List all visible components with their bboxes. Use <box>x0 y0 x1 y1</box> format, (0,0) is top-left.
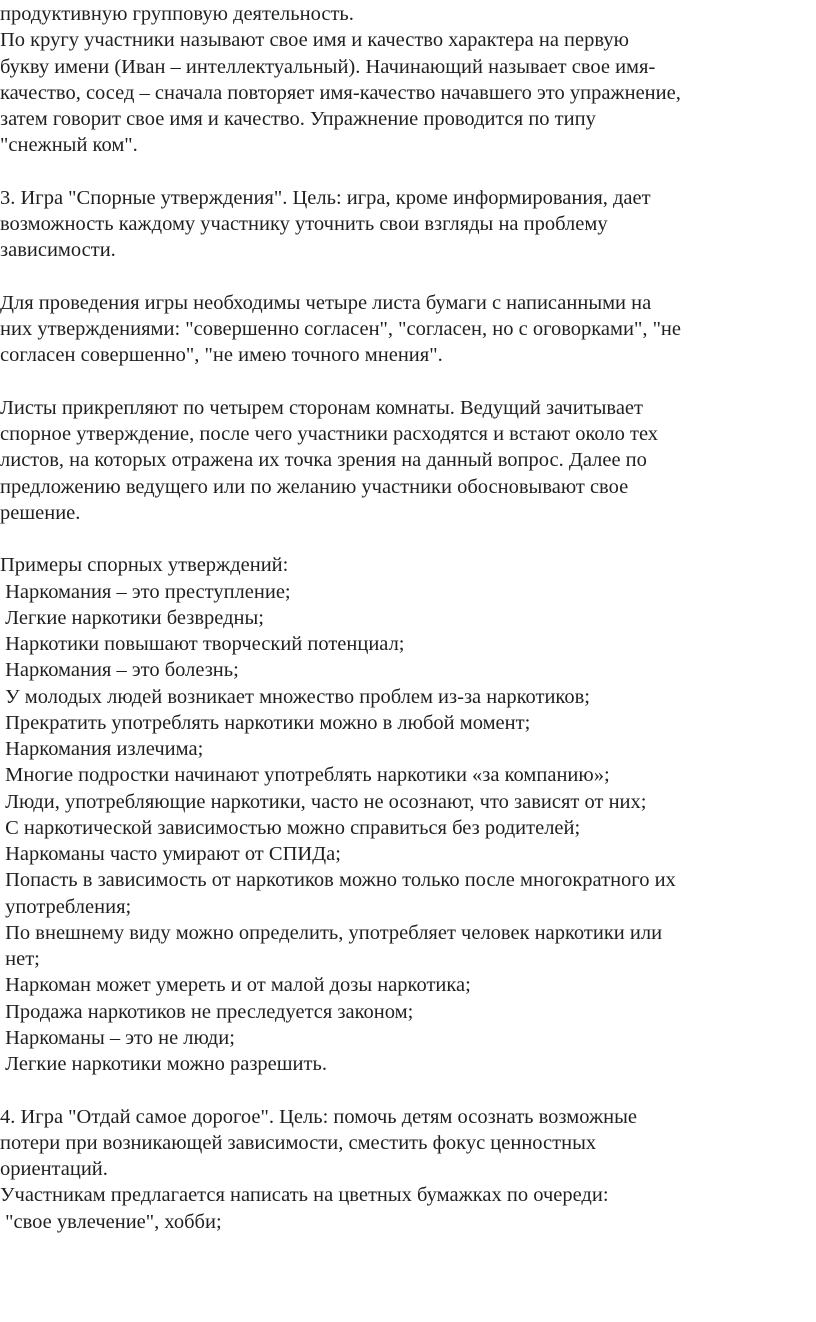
text-line: Продажа наркотиков не преследуется законом; <box>0 1000 414 1023</box>
text-line: затем говорит свое имя и качество. Упражнение проводится по типу <box>0 108 596 130</box>
text-line: Для проведения игры необходимы четыре листа бумаги с написанными на <box>0 291 652 314</box>
text-line: них утверждениями: "совершенно согласен", "согласен, но с оговорками", "не <box>0 318 682 340</box>
text-line: предложению ведущего или по желанию участники обосновывают свое <box>0 475 629 498</box>
text-line: По кругу участники называют свое имя и качество характера на первую <box>0 29 629 52</box>
text-line: продуктивную групповую деятельность. <box>0 3 354 25</box>
text-line: Попасть в зависимость от наркотиков можно только после многократного их <box>0 869 676 892</box>
text-line: качество, сосед – сначала повторяет имя-качество начавшего это упражнение, <box>0 81 681 104</box>
text-line: У молодых людей возникает множество проблем из-за наркотиков; <box>0 685 590 708</box>
text-line: употребления; <box>0 895 132 918</box>
text-line: "снежный ком". <box>0 134 138 157</box>
text-line: Наркоман может умереть и от малой дозы наркотика; <box>0 974 471 997</box>
text-line: Прекратить употреблять наркотики можно в любой момент; <box>0 711 531 734</box>
text-line: листов, на которых отражена их точка зрения на данный вопрос. Далее по <box>0 449 647 472</box>
text-line: По внешнему виду можно определить, употребляет человек наркотики или <box>0 921 663 944</box>
text-line: Примеры спорных утверждений: <box>0 554 289 577</box>
text-line: Легкие наркотики безвредны; <box>0 606 264 629</box>
text-line: нет; <box>0 948 40 970</box>
text-line: Наркоманы – это не люди; <box>0 1026 235 1049</box>
text-line: Листы прикрепляют по четырем сторонам комнаты. Ведущий зачитывает <box>0 396 643 419</box>
text-line: Наркотики повышают творческий потенциал; <box>0 633 405 655</box>
text-line: спорное утверждение, после чего участники расходятся и встают около тех <box>0 423 659 445</box>
text-line: букву имени (Иван – интеллектуальный). Начинающий называет свое имя- <box>0 55 656 78</box>
text-line: потери при возникающей зависимости, сместить фокус ценностных <box>0 1131 597 1154</box>
text-line: ориентаций. <box>0 1158 108 1180</box>
text-line: возможность каждому участнику уточнить свои взгляды на проблему <box>0 213 608 235</box>
text-line: "свое увлечение", хобби; <box>0 1210 222 1233</box>
text-line: Наркомания – это преступление; <box>0 580 291 603</box>
text-line: Легкие наркотики можно разрешить. <box>0 1053 327 1075</box>
text-line: решение. <box>0 501 81 524</box>
text-line: Наркомания – это болезнь; <box>0 659 239 682</box>
text-line: Участникам предлагается написать на цветных бумажках по очереди: <box>0 1184 609 1207</box>
text-line: Многие подростки начинают употреблять наркотики «за компанию»; <box>0 764 610 787</box>
text-line: 3. Игра "Спорные утверждения". Цель: игра, кроме информирования, дает <box>0 186 651 209</box>
text-line: Наркоманы часто умирают от СПИДа; <box>0 843 341 865</box>
text-line: Люди, употребляющие наркотики, часто не осознают, что зависят от них; <box>0 790 647 813</box>
text-line: зависимости. <box>0 239 116 262</box>
text-line: С наркотической зависимостью можно справиться без родителей; <box>0 816 581 839</box>
text-line: Наркомания излечима; <box>0 738 204 760</box>
text-line: согласен совершенно", "не имею точного мнения". <box>0 344 443 367</box>
text-line: 4. Игра "Отдай самое дорогое". Цель: помочь детям осознать возможные <box>0 1105 637 1128</box>
